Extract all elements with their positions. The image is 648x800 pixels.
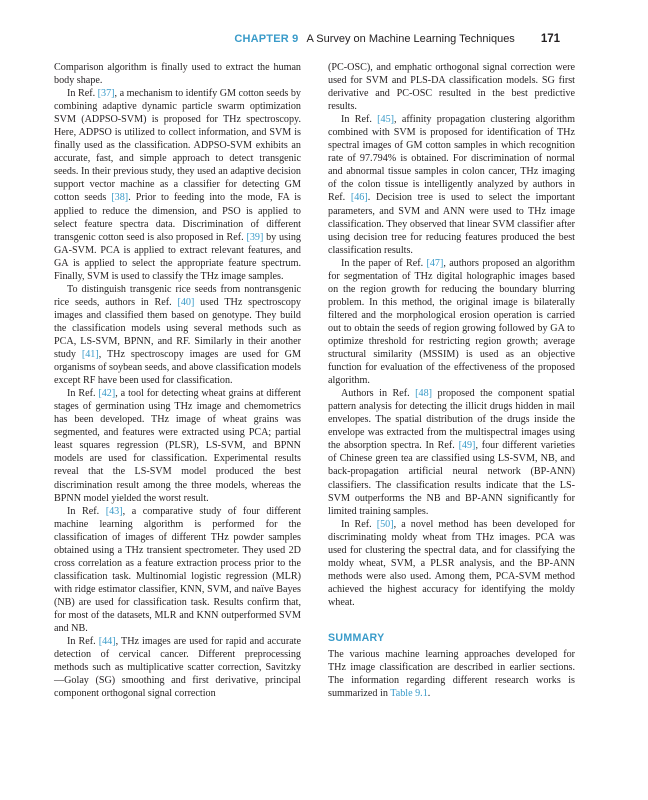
citation-link[interactable]: [49]	[458, 440, 476, 452]
chapter-title: A Survey on Machine Learning Techniques	[306, 33, 515, 45]
table-link[interactable]: Table 9.1	[390, 688, 428, 700]
citation-link[interactable]: [47]	[426, 257, 444, 269]
paragraph: In Ref. [43], a comparative study of four different machine learning algorithm is performed for the classification of images of different THz powder samples obtained using a THz transient spectrometer. They used 2D cross correlation as a feature extraction process prior to the classification task. Multinomial logistic regression (MLR) with ridge estimator classifier, KNN, SVM, and naïve Bayes (NB) are used for classification task. Results confirm that, for most of the datasets, MLR and KNN outperformed SVM and NB.	[54, 505, 301, 635]
citation-link[interactable]: [48]	[415, 388, 433, 400]
paragraph: To distinguish transgenic rice seeds from nontransgenic rice seeds, authors in Ref. [40] used THz spectroscopy images and classified them based on genotype. They build the classification models using several methods such as PCA, LS-SVM, BPNN, and RF. Similarly in their another study [41], THz spectroscopy images are used for GM organisms of soybean seeds, and above classification models except RF have been used for classification.	[54, 283, 301, 387]
citation-link[interactable]: [44]	[98, 636, 116, 648]
citation-link[interactable]: [38]	[111, 192, 129, 204]
citation-link[interactable]: [43]	[105, 505, 123, 517]
citation-link[interactable]: [46]	[350, 192, 368, 204]
left-column	[54, 61, 301, 700]
citation-link[interactable]: [40]	[177, 296, 195, 308]
paragraph: In Ref. [44], THz images are used for rapid and accurate detection of cervical cancer. Different preprocessing methods such as multiplicative scatter correction, Savitzky—Golay (SG) smoothing and first derivative, principal component orthogonal signal correction	[54, 636, 301, 700]
chapter-label: CHAPTER 9	[234, 33, 299, 45]
citation-link[interactable]: [50]	[376, 518, 394, 530]
citation-link[interactable]: [41]	[81, 349, 99, 361]
paragraph: (PC-OSC), and emphatic orthogonal signal correction were used for SVM and PLS-DA classification models. SG first derivative and PC-OSC resulted in the best predictive results.	[328, 62, 575, 113]
citation-link[interactable]: [42]	[98, 388, 116, 400]
paragraph: Authors in Ref. [48] proposed the component spatial pattern analysis for detecting the illicit drugs hidden in mail envelopes. The spatial distribution of the drugs inside the envelope was extracted from the multispectral images using the absorption spectra. In Ref. [49], four different varieties of Chinese green tea are classified using LS-SVM, NB, and back-propagation artificial neural network (BP-ANN) classifiers. The classification results indicate that the LS-SVM outperforms the NB and BP-ANN significantly for limited training samples.	[328, 388, 575, 517]
citation-link[interactable]: [37]	[97, 88, 115, 100]
paragraph: In Ref. [37], a mechanism to identify GM cotton seeds by combining adaptive dynamic particle swarm optimization SVM (ADPSO-SVM) is proposed for THz spectroscopy. Here, ADPSO is utilized to collect information, and SVM is finally used as the classification. ADPSO-SVM exhibits an accurate, fast, and simple approach to detect transgenic seeds. In their previous study, they used an adaptive decision support vector machine as a classifier for detecting GM cotton seeds [38]. Prior to feeding into the mode, FA is applied to reduce the dimension, and PSO is applied to select feature spectra data. Discrimination of different transgenic cotton seed is also proposed in Ref. [39] by using GA-SVM. PCA is applied to extract relevant features, and GA is applied to select the appropriate feature spectrum. Finally, SVM is used to classify the THz image samples.	[54, 88, 301, 282]
paragraph: In Ref. [42], a tool for detecting wheat grains at different stages of germination using THz image and chemometrics has been developed. THz image of wheat grains was segmented, and features were extracted using PCA; partial least squares regression (PLSR), LS-SVM, and BPNN models are used for classification. Experimental results reveal that the LS-SVM model produced the best discrimination result among the three models, whereas the BPNN model yielded the worst result.	[54, 388, 301, 504]
citation-link[interactable]: [45]	[377, 114, 395, 126]
paragraph: Comparison algorithm is finally used to extract the human body shape.	[54, 62, 301, 87]
section-heading-summary: SUMMARY	[328, 631, 385, 644]
paragraph: In Ref. [50], a novel method has been developed for discriminating moldy wheat from THz images. PCA was used for clustering the spectral data, and for classifying the moldy wheat, SVM, a PLSR analysis, and the BP-ANN methods were also used. Among them, PCA-SVM method achieved the highest accuracy for identifying the moldy wheat.	[328, 518, 575, 608]
page-number: 171	[540, 33, 560, 45]
paragraph: In the paper of Ref. [47], authors proposed an algorithm for segmentation of THz digital holographic images based on the region growth for reducing the boundary blurring problem. In this method, the original image is bilaterally filtered and the morphological erosion operation is carried out to obtain the seeds of region growing followed by GA to optimize threshold for restricting region growth; average structural similarity (MSSIM) is used as an objective function for evaluation of the effectiveness of the proposed algorithm.	[328, 257, 575, 387]
paragraph: In Ref. [45], affinity propagation clustering algorithm combined with SVM is proposed for identification of THz spectral images of GM cotton samples in which recognition rate of 97.794% is obtained. For discrimination of normal and abnormal tissue samples in colon cancer, THz imaging of the colon tissue is intelligently analyzed by authors in Ref. [46]. Decision tree is used to select the important parameters, and SVM and ANN were used to THz image classification. They observed that linear SVM classifier after using decision tree for reducing features produced the best classification results.	[328, 114, 576, 256]
right-column	[328, 61, 575, 700]
running-header	[54, 33, 560, 45]
citation-link[interactable]: [39]	[246, 231, 264, 243]
paragraph: The various machine learning approaches developed for THz image classification are described in earlier sections. The information regarding different research works is summarized in Table 9.1.	[328, 649, 575, 700]
